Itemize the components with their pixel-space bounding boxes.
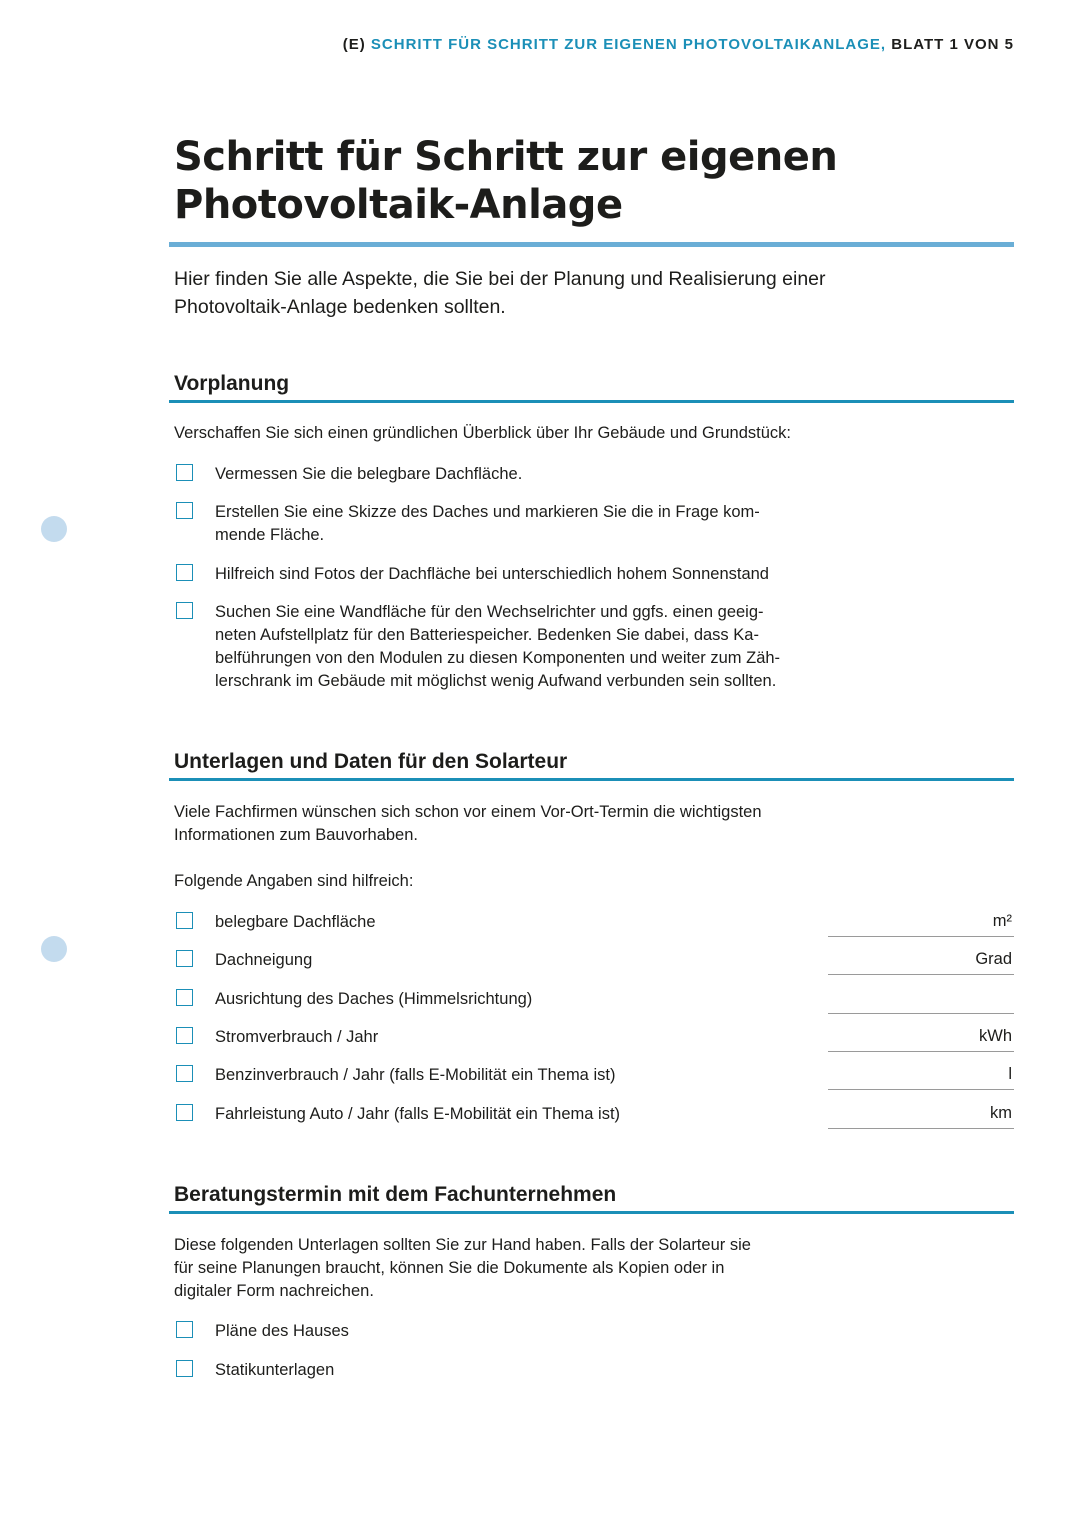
page-title-line-2: Photovoltaik-Anlage [174,182,623,228]
checkbox[interactable] [176,950,193,967]
header-document-title: SCHRITT FÜR SCHRITT ZUR EIGENEN PHOTOVOLTAIKANLAGE, [370,36,887,53]
checklist-item-label [215,563,769,586]
header-page-info: BLATT 1 VON 5 [886,36,1014,53]
field-label: Ausrichtung des Daches (Himmelsrichtung) [215,990,533,1008]
unit-label: m² [992,912,1012,930]
checklist-item-skizze[interactable] [174,501,1014,544]
page-header [343,36,1014,53]
checkbox[interactable] [176,1104,193,1121]
checklist-item-fotos[interactable] [174,563,1014,587]
unterlagen-lead [174,801,874,847]
page-title-line-1: Schritt für Schritt zur eigenen [174,134,838,180]
checkbox[interactable] [176,912,193,929]
checkbox[interactable] [176,1321,193,1338]
section-divider-beratung [169,1211,1014,1214]
unit-label: Grad [975,950,1012,968]
lead-line: Viele Fachfirmen wünschen sich schon vor einem Vor-Ort-Termin die wichtigsten [174,803,762,821]
data-field-dachneigung[interactable] [174,949,1014,973]
data-field-stromverbrauch[interactable] [174,1026,1014,1050]
input-line[interactable] [828,912,1014,937]
item-line: Hilfreich sind Fotos der Dachfläche bei unterschiedlich hohem Sonnenstand [215,565,769,583]
section-heading-unterlagen: Unterlagen und Daten für den Solarteur [174,750,568,773]
input-line[interactable] [828,1013,1014,1014]
checklist-item-label [215,463,522,486]
checklist-item-label: Statikunterlagen [215,1361,335,1379]
punch-hole-bottom [41,936,67,962]
intro-line-2: Photovoltaik-Anlage bedenken sollten. [174,296,506,318]
item-line: Vermessen Sie die belegbare Dachfläche. [215,465,523,483]
unterlagen-lead-2: Folgende Angaben sind hilfreich: [174,872,414,890]
data-field-fahrleistung[interactable] [174,1103,1014,1127]
vorplanung-lead: Verschaffen Sie sich einen gründlichen Überblick über Ihr Gebäude und Grundstück: [174,424,791,442]
data-field-dachflaeche[interactable] [174,911,1014,935]
field-label: Fahrleistung Auto / Jahr (falls E-Mobilität ein Thema ist) [215,1105,621,1123]
unit-label: l [1008,1065,1012,1083]
item-line: neten Aufstellplatz für den Batteriespeicher. Bedenken Sie dabei, dass Ka- [215,626,759,644]
checkbox[interactable] [176,502,193,519]
lead-line: Informationen zum Bauvorhaben. [174,826,418,844]
checkbox[interactable] [176,1360,193,1377]
intro-line-1: Hier finden Sie alle Aspekte, die Sie bei der Planung und Realisierung einer [174,268,826,290]
input-line[interactable] [828,950,1014,975]
section-heading-vorplanung: Vorplanung [174,372,290,395]
lead-line: für seine Planungen braucht, können Sie die Dokumente als Kopien oder in [174,1259,725,1277]
header-prefix: (E) [342,36,371,53]
unit-label: km [990,1104,1012,1122]
field-label: belegbare Dachfläche [215,913,376,931]
item-line: lerschrank im Gebäude mit möglichst wenig Aufwand verbunden sein sollten. [215,672,777,690]
checklist-item-label: Pläne des Hauses [215,1322,349,1340]
section-divider-unterlagen [169,778,1014,781]
checklist-item-label [215,501,760,547]
punch-hole-top [41,516,67,542]
unit-label: kWh [979,1027,1012,1045]
data-field-ausrichtung[interactable] [174,988,1014,1012]
field-label: Stromverbrauch / Jahr [215,1028,379,1046]
checklist-item-plaene[interactable] [174,1320,1014,1344]
item-line: mende Fläche. [215,526,325,544]
intro-text [174,265,974,321]
checkbox[interactable] [176,564,193,581]
input-line[interactable] [828,1065,1014,1090]
checklist-item-vermessen[interactable] [174,463,1014,487]
item-line: belführungen von den Modulen zu diesen Komponenten und weiter zum Zäh- [215,649,781,667]
field-label: Dachneigung [215,951,313,969]
checkbox[interactable] [176,602,193,619]
input-line[interactable] [828,1104,1014,1129]
checklist-item-statik[interactable] [174,1359,1014,1383]
section-divider-vorplanung [169,400,1014,403]
checkbox[interactable] [176,1027,193,1044]
item-line: Suchen Sie eine Wandfläche für den Wechselrichter und ggfs. einen geeig- [215,603,764,621]
section-heading-beratung: Beratungstermin mit dem Fachunternehmen [174,1183,617,1206]
lead-line: Diese folgenden Unterlagen sollten Sie zur Hand haben. Falls der Solarteur sie [174,1236,751,1254]
beratung-lead [174,1234,874,1303]
checkbox[interactable] [176,464,193,481]
checkbox[interactable] [176,1065,193,1082]
page-title [174,133,837,229]
item-line: Erstellen Sie eine Skizze des Daches und markieren Sie die in Frage kom- [215,503,760,521]
data-field-benzinverbrauch[interactable] [174,1064,1014,1088]
checklist-item-label [215,601,780,693]
lead-line: digitaler Form nachreichen. [174,1282,374,1300]
input-line[interactable] [828,1027,1014,1052]
field-label: Benzinverbrauch / Jahr (falls E-Mobilität ein Thema ist) [215,1066,616,1084]
title-divider [169,242,1014,247]
checkbox[interactable] [176,989,193,1006]
checklist-item-wandflaeche[interactable] [174,601,1014,690]
